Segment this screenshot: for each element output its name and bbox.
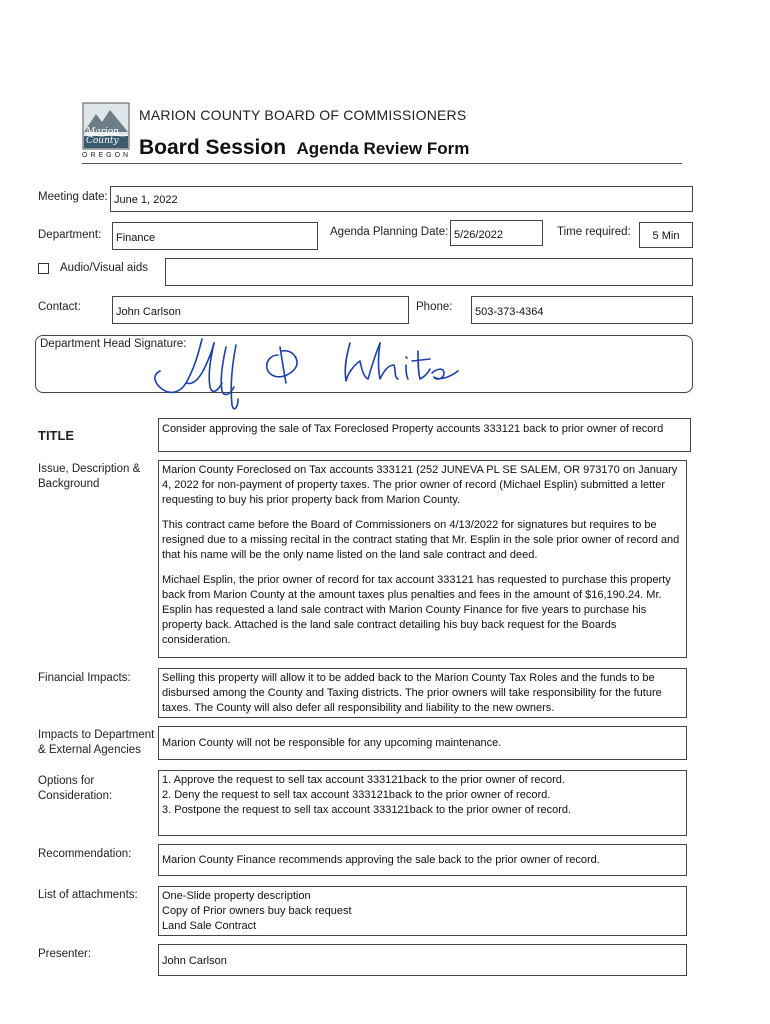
org-name: MARION COUNTY BOARD OF COMMISSIONERS	[139, 107, 467, 123]
header-rule	[82, 163, 682, 164]
logo-text-county: County	[86, 136, 119, 146]
av-label: Audio/Visual aids	[60, 262, 149, 274]
options-label-line-1: Options for	[38, 775, 95, 787]
title-agenda-review: Agenda Review Form	[296, 139, 470, 158]
meeting-date-field[interactable]: June 1, 2022	[110, 186, 693, 212]
issue-paragraph-2: This contract came before the Board of Commissioners on 4/13/2022 for signatures but requires to be resigned due to a missing recital in the contract stating that Mr. Esplin in the sole prior owner of record and that his name will be the only name listed on the land sale contract and deed.	[162, 519, 680, 561]
attachments-text-box[interactable]	[158, 886, 687, 936]
impacts-text-box[interactable]: Marion County will not be responsible for any upcoming maintenance.	[158, 726, 687, 760]
issue-paragraph-1: Marion County Foreclosed on Tax accounts 333121 (252 JUNEVA PL SE SALEM, OR 973170 on January 4, 2022 for non-payment of property taxes. The prior owner of record (Michael Esplin) submitted a letter requesting to buy his prior property back from Marion County.	[162, 464, 678, 506]
presenter-label: Presenter:	[38, 948, 92, 960]
av-checkbox[interactable]	[38, 263, 49, 274]
title-board-session: Board Session	[139, 136, 287, 159]
issue-paragraph-3: Michael Esplin, the prior owner of record for tax account 333121 has requested to purchase this property back from Marion County at the amount taxes plus penalties and fees in the amount of $16,190.24. Mr. Esplin has requested a land sale contract with Marion County Finance for five years to purchase his property back. Attached is the land sale contract detailing his buy back request for the Boards consideration.	[162, 574, 671, 646]
option-item: 3. Postpone the request to sell tax account 333121back to the prior owner of record.	[162, 804, 572, 816]
impacts-label-line-1: Impacts to Department	[38, 729, 155, 741]
options-label-line-2: Consideration:	[38, 790, 113, 802]
agenda-planning-label: Agenda Planning Date:	[330, 226, 449, 238]
financial-text-box[interactable]: Selling this property will allow it to be added back to the Marion County Tax Roles and the funds to be disbursed among the County and Taxing districts. The prior owners will take responsibility for the future taxes. The County will also defer all responsibility and liability to the new owners.	[158, 668, 687, 718]
attachment-item: One-Slide property description	[162, 890, 311, 902]
presenter-field[interactable]: John Carlson	[158, 944, 687, 976]
logo-state: OREGON	[82, 152, 132, 159]
issue-label-line-1: Issue, Description &	[38, 463, 141, 475]
logo-text-marion: Marion	[86, 127, 119, 137]
logo-text	[86, 128, 130, 146]
recommendation-label: Recommendation:	[38, 848, 132, 860]
phone-label: Phone:	[416, 301, 453, 313]
department-label: Department:	[38, 229, 102, 241]
department-field[interactable]: Finance	[112, 222, 318, 250]
option-item: 2. Deny the request to sell tax account 333121back to the prior owner of record.	[162, 789, 551, 801]
time-required-field[interactable]: 5 Min	[639, 222, 693, 248]
impacts-label-line-2: & External Agencies	[38, 744, 141, 756]
phone-field[interactable]: 503-373-4364	[471, 296, 693, 324]
attachments-label: List of attachments:	[38, 889, 138, 901]
issue-label	[38, 462, 140, 492]
financial-label: Financial Impacts:	[38, 672, 131, 684]
contact-field[interactable]: John Carlson	[112, 296, 409, 324]
time-required-label: Time required:	[557, 226, 631, 238]
options-label	[38, 774, 112, 804]
option-item: 1. Approve the request to sell tax account 333121back to the prior owner of record.	[162, 774, 565, 786]
contact-label: Contact:	[38, 301, 81, 313]
title-label: TITLE	[38, 428, 75, 443]
issue-label-line-2: Background	[38, 478, 100, 490]
recommendation-text-box[interactable]: Marion County Finance recommends approving the sale back to the prior owner of record.	[158, 844, 687, 876]
handwritten-signature	[140, 325, 460, 420]
signature-label: Department Head Signature:	[40, 338, 187, 350]
options-text-box[interactable]	[158, 770, 687, 836]
impacts-label	[38, 728, 154, 758]
attachment-item: Copy of Prior owners buy back request	[162, 905, 352, 917]
issue-text-box[interactable]	[158, 460, 687, 658]
av-field[interactable]	[165, 258, 693, 286]
meeting-date-label: Meeting date:	[38, 191, 108, 203]
page-title	[139, 136, 469, 160]
title-text-box[interactable]: Consider approving the sale of Tax Foreclosed Property accounts 333121 back to prior owner of record	[158, 418, 691, 452]
attachment-item: Land Sale Contract	[162, 920, 257, 932]
agenda-planning-date-field[interactable]: 5/26/2022	[450, 220, 543, 246]
